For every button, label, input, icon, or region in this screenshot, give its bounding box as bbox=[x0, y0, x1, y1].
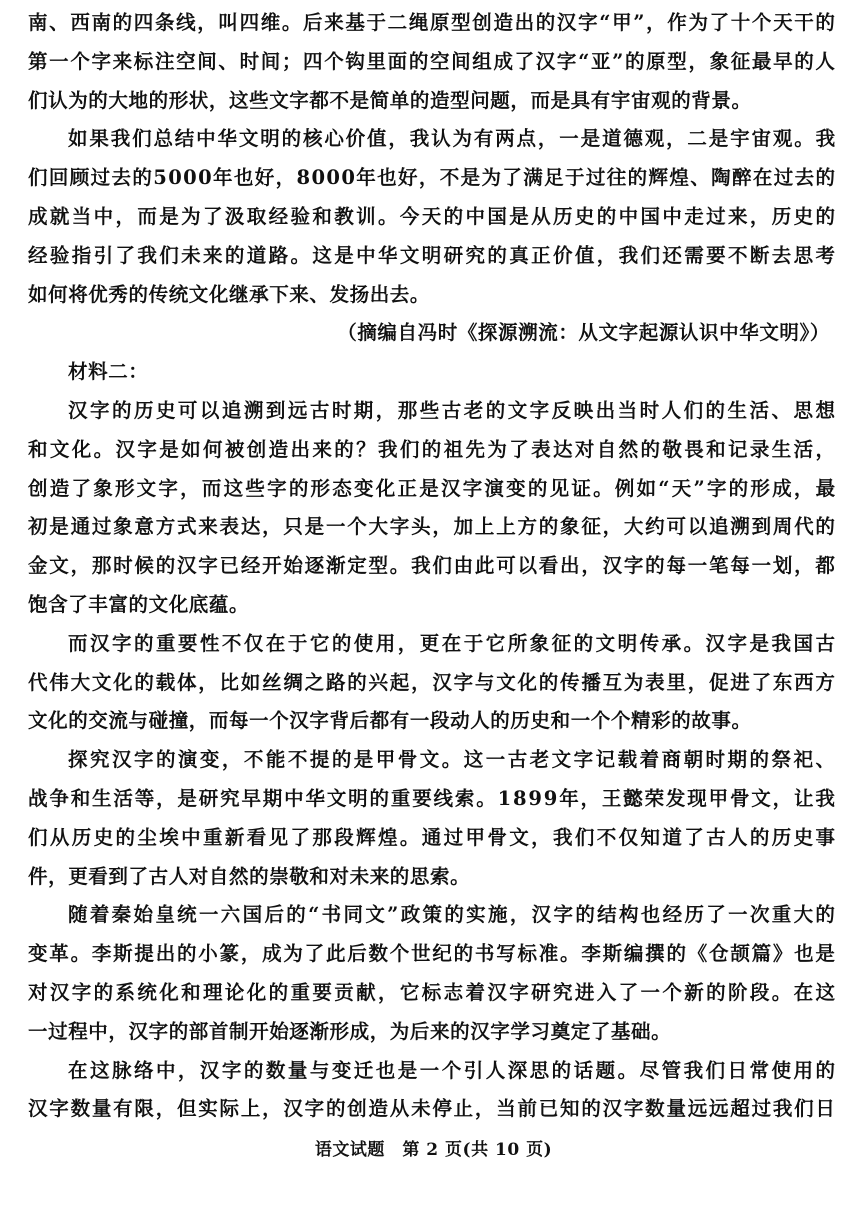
text-line: 金 文 ， 那 时 候 的 汉 字 已 经 开 始 逐 渐 定 型 。 我 们 由 此 可 以 看 出 ， 汉 字 的 每 一 笔 每 一 划 ， 都 bbox=[28, 554, 836, 578]
text-line: 在 这 脉 络 中 ， 汉 字 的 数 量 与 变 迁 也 是 一 个 引 人 深 思 的 话 题 。 尽 管 我 们 日 常 使 用 的 bbox=[68, 1058, 836, 1082]
text-line: 汉 字 的 历 史 可 以 追 溯 到 远 古 时 期 ， 那 些 古 老 的 文 字 反 映 出 当 时 人 们 的 生 活 、 思 想 bbox=[68, 398, 836, 422]
text-line: 和 文 化 。 汉 字 是 如 何 被 创 造 出 来 的 ？ 我 们 的 祖 先 为 了 表 达 对 自 然 的 敬 畏 和 记 录 生 活 ， bbox=[28, 437, 836, 461]
text-line: 饱含了丰富的文化底蕴。 bbox=[28, 592, 250, 616]
text-line: 战 争 和 生 活 等 ， 是 研 究 早 期 中 华 文 明 的 重 要 线 索 。 1 8 9 9 年 ， 王 懿 荣 发 现 甲 骨 文 ， 让 我 bbox=[28, 786, 836, 810]
text-line: 而 汉 字 的 重 要 性 不 仅 在 于 它 的 使 用 ， 更 在 于 它 所 象 征 的 文 明 传 承 。 汉 字 是 我 国 古 bbox=[68, 631, 836, 655]
source-citation: （摘编自冯时《探源溯流：从文字起源认识中华文明》） bbox=[337, 321, 830, 345]
text-line: 们认为的大地的形状，这些文字都不是简单的造型问题，而是具有宇宙观的背景。 bbox=[28, 88, 752, 112]
text-line: 如何将优秀的传统文化继承下来、发扬出去。 bbox=[28, 282, 431, 306]
text-line: 文化的交流与碰撞，而每一个汉字背后都有一段动人的历史和一个个精彩的故事。 bbox=[28, 709, 752, 733]
text-line: 代 伟 大 文 化 的 载 体 ， 比 如 丝 绸 之 路 的 兴 起 ， 汉 字 与 文 化 的 传 播 互 为 表 里 ， 促 进 了 东 西 方 bbox=[28, 670, 836, 694]
page-footer: 语文试题 第 2 页(共 10 页) bbox=[314, 1140, 553, 1160]
text-line: 们 从 历 史 的 尘 埃 中 重 新 看 见 了 那 段 辉 煌 。 通 过 甲 骨 文 ， 我 们 不 仅 知 道 了 古 人 的 历 史 事 bbox=[28, 825, 836, 849]
text-line: 经 验 指 引 了 我 们 未 来 的 道 路 。 这 是 中 华 文 明 研 究 的 真 正 价 值 ， 我 们 还 需 要 不 断 去 思 考 bbox=[28, 243, 836, 267]
text-line: 如 果 我 们 总 结 中 华 文 明 的 核 心 价 值 ， 我 认 为 有 两 点 ， 一 是 道 德 观 ， 二 是 宇 宙 观 。 我 bbox=[68, 127, 836, 151]
text-line: 随 着 秦 始 皇 统 一 六 国 后 的 “ 书 同 文 ” 政 策 的 实 施 ， 汉 字 的 结 构 也 经 历 了 一 次 重 大 的 bbox=[68, 903, 836, 927]
text-line: 南 、 西 南 的 四 条 线 ， 叫 四 维 。 后 来 基 于 二 绳 原 型 创 造 出 的 汉 字 “ 甲 ” ， 作 为 了 十 个 天 干 的 bbox=[28, 11, 836, 34]
text-line: 成 就 当 中 ， 而 是 为 了 汲 取 经 验 和 教 训 。 今 天 的 中 国 是 从 历 史 的 中 国 中 走 过 来 ， 历 史 的 bbox=[28, 204, 836, 228]
text-line: 探 究 汉 字 的 演 变 ， 不 能 不 提 的 是 甲 骨 文 。 这 一 古 老 文 字 记 载 着 商 朝 时 期 的 祭 祀 、 bbox=[68, 748, 836, 772]
section-heading: 材料二： bbox=[68, 360, 149, 384]
text-line: 汉 字 数 量 有 限 ， 但 实 际 上 ， 汉 字 的 创 造 从 未 停 止 ， 当 前 已 知 的 汉 字 数 量 远 远 超 过 我 们 日 bbox=[28, 1097, 836, 1121]
text-line: 件，更看到了古人对自然的崇敬和对未来的思索。 bbox=[28, 864, 471, 888]
text-line: 初 是 通 过 象 意 方 式 来 表 达 ， 只 是 一 个 大 字 头 ， 加 上 上 方 的 象 征 ， 大 约 可 以 追 溯 到 周 代 的 bbox=[28, 515, 836, 539]
text-line: 对 汉 字 的 系 统 化 和 理 论 化 的 重 要 贡 献 ， 它 标 志 着 汉 字 研 究 进 入 了 一 个 新 的 阶 段 。 在 这 bbox=[28, 980, 836, 1004]
text-line: 创 造 了 象 形 文 字 ， 而 这 些 字 的 形 态 变 化 正 是 汉 字 演 变 的 见 证 。 例 如 “ 天 ” 字 的 形 成 ， 最 bbox=[28, 476, 836, 500]
text-line: 第 一 个 字 来 标 注 空 间 、 时 间 ； 四 个 钩 里 面 的 空 间 组 成 了 汉 字 “ 亚 ” 的 原 型 ， 象 征 最 早 的 人 bbox=[28, 49, 836, 73]
text-line: 一过程中，汉字的部首制开始逐渐形成，为后来的汉字学习奠定了基础。 bbox=[28, 1019, 672, 1043]
article-body bbox=[28, 4, 836, 1129]
text-line: 们 回 顾 过 去 的 5 0 0 0 年 也 好 ， 8 0 0 0 年 也 好 ， 不 是 为 了 满 足 于 过 往 的 辉 煌 、 陶 醉 在 过 去 的 bbox=[28, 166, 836, 190]
text-line: 变 革 。 李 斯 提 出 的 小 篆 ， 成 为 了 此 后 数 个 世 纪 的 书 写 标 准 。 李 斯 编 撰 的 《 仓 颉 篇 》 也 是 bbox=[28, 942, 836, 966]
